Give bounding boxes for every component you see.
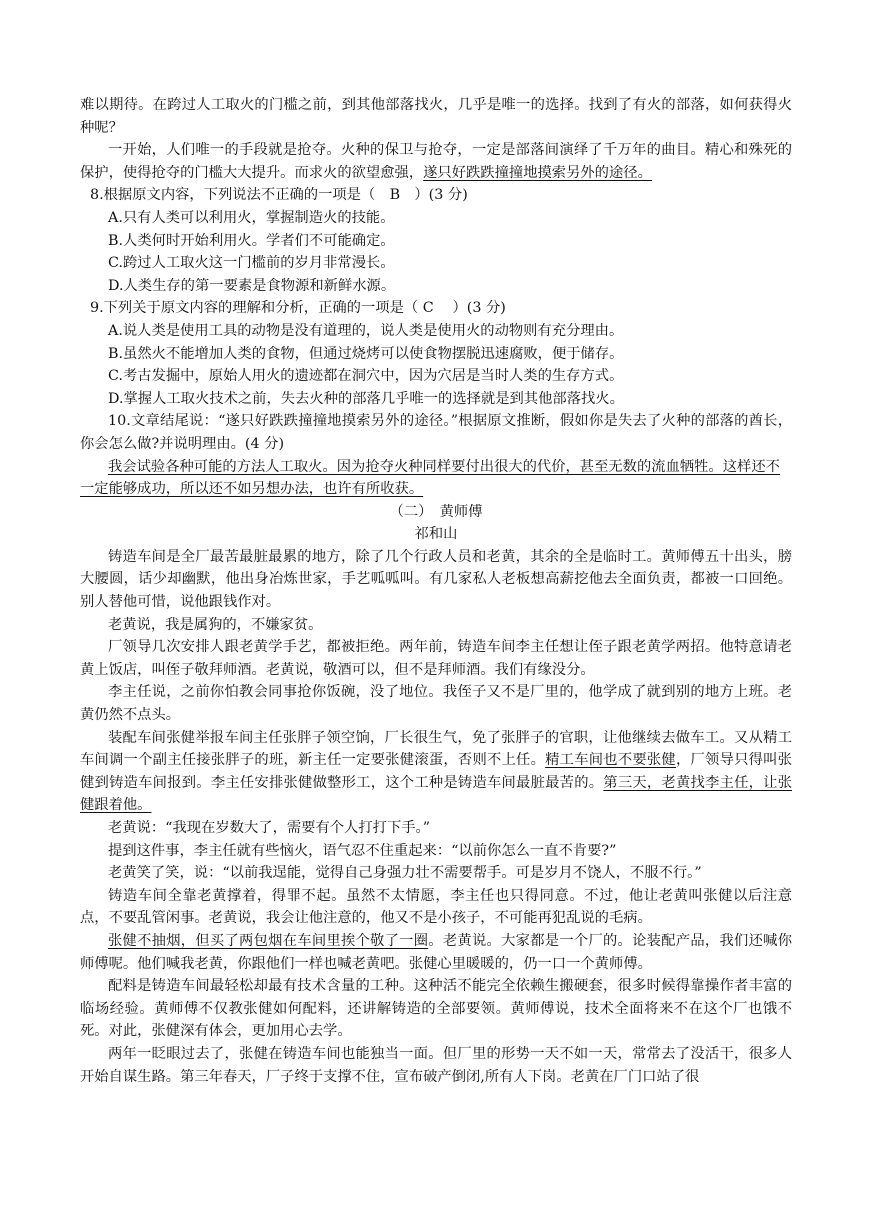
story-paragraph-1: 铸造车间是全厂最苦最脏最累的地方，除了几个行政人员和老黄，其余的全是临时工。黄师傅五十出头，膀大腰圆，话少却幽默，他出身冶炼世家，手艺呱呱叫。有几家私人老板想高薪挖他去全面负责，都被一口回绝。别人替他可惜，说他跟钱作对。 [80,548,792,611]
question-9-stem: 9.下列关于原文内容的理解和分析，正确的一项是（ C ）(3 分) [90,300,506,317]
story-paragraph-12: 两年一眨眼过去了，张健在铸造车间也能独当一面。但厂里的形势一天不如一天，常常去了没活干，很多人开始自谋生路。第三年春天，厂子终于支撑不住，宣布破产倒闭,所有人下岗。老黄在厂门口站了很 [80,1045,792,1085]
story-paragraph-10 [80,930,792,975]
story-paragraph-5-text-b: ，厂领导只得叫张健到铸造车间报到。李主任安排张健做整形工，这个工种是铸造车间最脏最苦的。 [80,752,793,791]
question-10-answer-text: 我会试验各种可能的方法人工取火。因为抢夺火种同样要付出很大的代价，甚至无数的流血牺牲。这样还不一定能够成功，所以还不如另想办法，也许有所收获。 [80,458,780,498]
story-paragraph-4: 李主任说，之前你怕教会同事抢你饭碗，没了地位。我侄子又不是厂里的，他学成了就到别的地方上班。老黄仍然不点头。 [80,684,792,724]
story-paragraph-11: 配料是铸造车间最轻松却最有技术含量的工种。这种活不能完全依赖生搬硬套，很多时候得靠操作者丰富的临场经验。黄师傅不仅教张健如何配料，还讲解铸造的全部要领。黄师傅说，技术全面将来不在这个厂也饿不死。对此，张健深有体会，更加用心去学。 [80,978,792,1040]
paragraph-part1-b [80,139,792,184]
author-name: 祁和山 [414,526,458,543]
underlined-phrase-2: 第三天，老黄找李主任，让张健跟着他。 [80,774,793,814]
question-9-option-a: A.说人类是使用工具的动物是没有道理的，说人类是使用火的动物则有充分理由。 [108,322,624,339]
story-paragraph-2: 老黄说，我是属狗的，不嫌家贫。 [108,616,323,633]
underlined-phrase-3: 张健不抽烟，但买了两包烟在车间里挨个敬了一圈 [108,932,429,949]
story-paragraph-8: 老黄笑了笑，说：“以前我逞能，觉得自己身强力壮不需要帮手。可是岁月不饶人，不服不行。” [108,865,702,882]
story-paragraph-6: 老黄说：“我现在岁数大了，需要有个人打打下手。” [108,820,430,836]
story-paragraph-7: 提到这件事，李主任就有些恼火，语气忍不住重起来：“以前你怎么一直不肯要?” [108,842,617,859]
document-page [80,94,792,1088]
question-10-answer [80,456,792,501]
story-paragraph-5 [80,727,792,817]
story-paragraph-3: 厂领导几次安排人跟老黄学手艺，都被拒绝。两年前，铸造车间李主任想让侄子跟老黄学两招。他特意请老黄上饭店，叫侄子敬拜师酒。老黄说，敬酒可以，但不是拜师酒。我们有缘没分。 [80,639,792,678]
story-paragraph-10-text: 。老黄说。大家都是一个厂的。论装配产品，我们还喊你师傅呢。他们喊我老黄，你跟他们一样也喊老黄吧。张健心里暖暖的，仍一口一个黄师傅。 [80,932,793,972]
paragraph-part1-a: 难以期待。在跨过人工取火的门槛之前，到其他部落找火，几乎是唯一的选择。找到了有火的部落，如何获得火种呢？ [80,97,792,136]
question-9-option-b: B.虽然火不能增加人类的食物，但通过烧烤可以使食物摆脱迅速腐败，便于储存。 [108,345,624,362]
underlined-phrase: 遂只好跌跌撞撞地摸索另外的途径。 [423,164,652,181]
question-10-stem: 10.文章结尾说：“遂只好跌跌撞撞地摸索另外的途径。”根据原文推断，假如你是失去了火种的部落的酋长，你会怎么做?并说明理由。(4 分) [80,413,792,452]
underlined-phrase-1: 精工车间也不要张健 [545,752,676,769]
story-paragraph-5-text-a: 装配车间张健举报车间主任张胖子领空饷，厂长很生气，免了张胖子的官职，让他继续去做车工。又从精工车间调一个副主任接张胖子的班，新主任一定要张健滚蛋，否则不上任。 [80,729,792,769]
question-8-option-a: A.只有人类可以利用火，掌握制造火的技能。 [108,209,395,226]
question-9-option-d: D.掌握人工取火技术之前，失去火种的部落几乎唯一的选择就是到其他部落找火。 [108,390,624,407]
question-8-option-d: D.人类生存的第一要素是食物源和新鲜水源。 [108,277,396,294]
story-paragraph-9: 铸造车间全靠老黄撑着，得罪不起。虽然不太情愿，李主任也只得同意。不过，他让老黄叫张健以后注意点，不要乱管闲事。老黄说，我会让他注意的，他又不是小孩子，不可能再犯乱说的毛病。 [80,887,792,927]
question-9-option-c: C.考古发掘中，原始人用火的遗迹都在洞穴中，因为穴居是当时人类的生存方式。 [108,368,624,385]
section-title: （二） 黄师傅 [389,503,483,520]
paragraph-part1-b-text: 一开始，人们唯一的手段就是抢夺。火种的保卫与抢夺，一定是部落间演绎了千万年的曲目。精心和殊死的保护，使得抢夺的门槛大大提升。而求火的欲望愈强， [80,142,792,181]
question-8-option-c: C.跨过人工取火这一门槛前的岁月非常漫长。 [108,255,395,272]
question-8-stem: 8.根据原文内容，下列说法不正确的一项是（ B ）(3 分) [90,187,468,204]
question-8-option-b: B.人类何时开始利用火。学者们不可能确定。 [108,232,395,249]
